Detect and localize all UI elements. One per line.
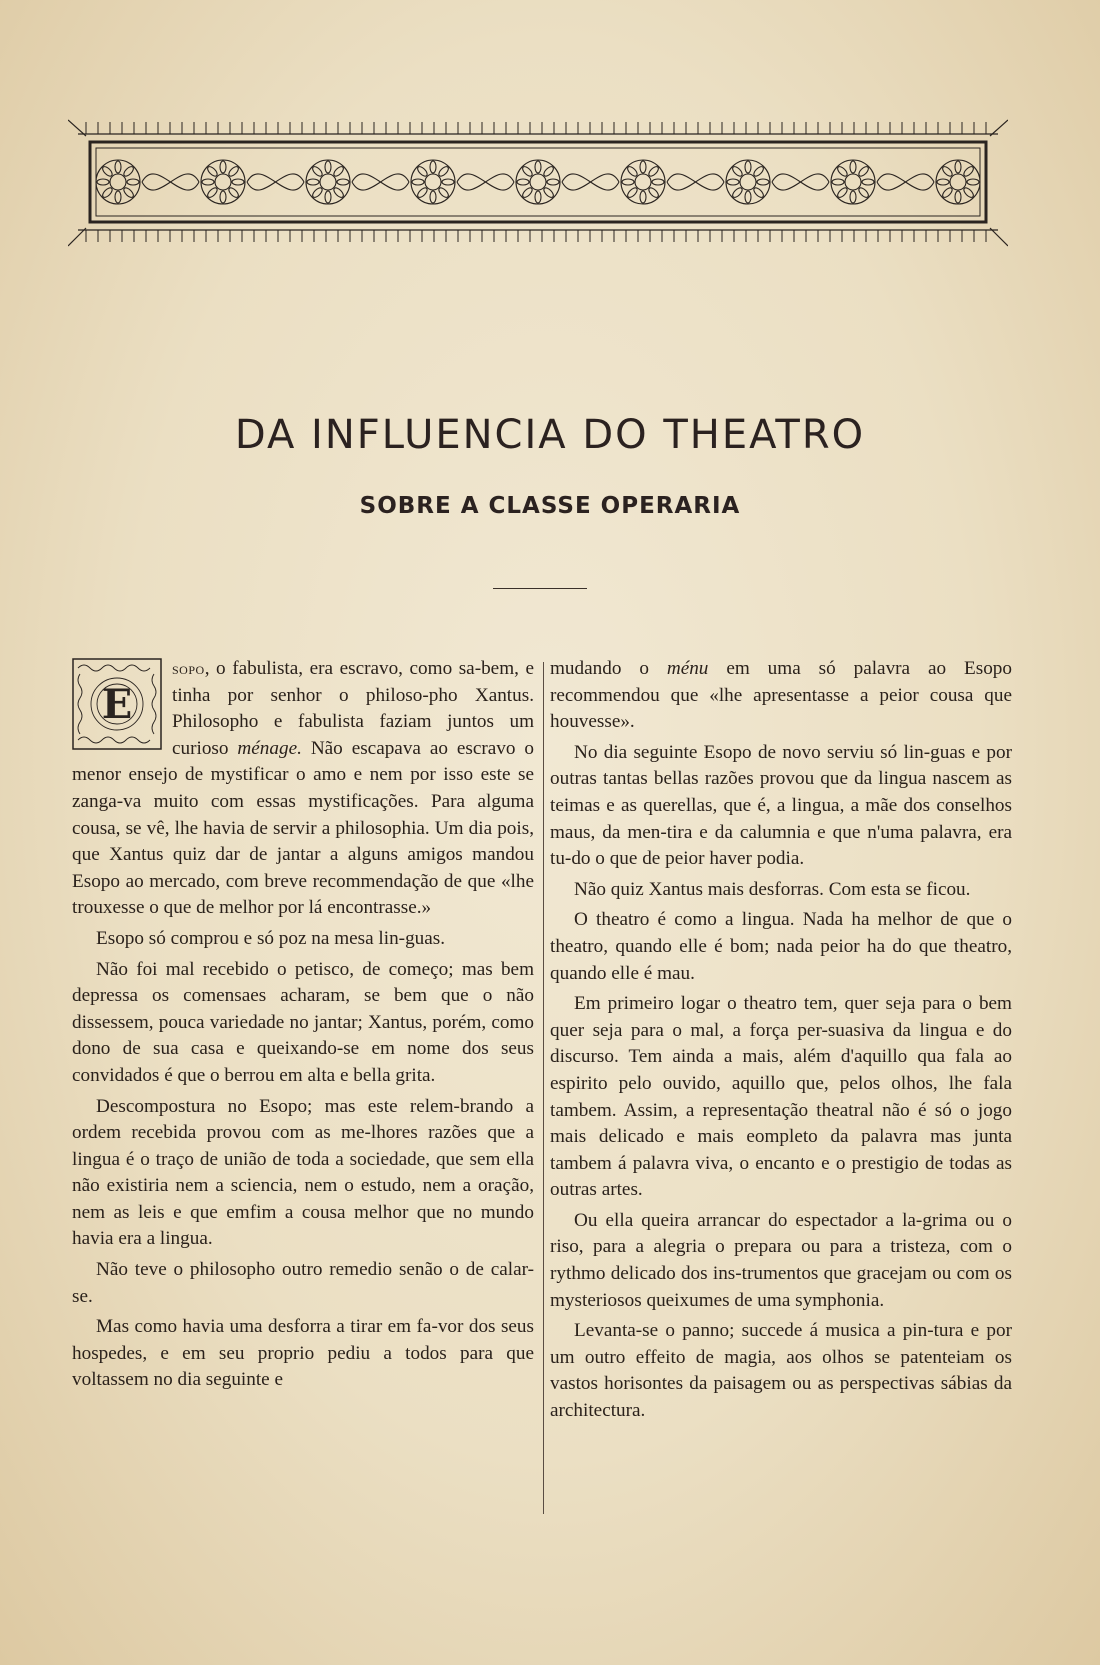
decorated-drop-cap [72,658,162,750]
paragraph: mudando o ménu em uma só palavra ao Esopo recommendou que «lhe apresentasse a peior cousa que houvesse». [550,658,1012,733]
article-title: DA INFLUENCIA DO THEATRO [234,412,866,458]
paragraph: Não teve o philosopho outro remedio senão o de calar-se. [72,1259,534,1307]
paragraph: Mas como havia uma desforra a tirar em fa-vor dos seus hospedes, e em seu proprio pediu a todos para que voltassem no dia seguinte e [72,1316,534,1391]
paragraph: E sopo, o fabulista, era escravo, como sa-bem, e tinha por senhor o philoso-pho Xantus. Philosopho e fabulista faziam juntos um curioso ménage. Não escapava ao escravo o menor ensejo de mystificar o amo e nem por isso este se zanga-va muito com essas mystificações. Para alguma cousa, se vê, lhe havia de servir a philosophia. Um dia pois, que Xantus quiz dar de jantar a alguns amigos mandou Esopo ao mercado, com breve recommendação de que «lhe trouxesse o que de melhor por lá encontrasse.» [72,658,534,919]
paragraph: Levanta-se o panno; succede á musica a pin-tura e por um outro effeito de magia, aos olhos se patenteiam os vastos horisontes da paisagem ou as perspectivas sábias da architectura. [550,1320,1012,1422]
paragraph: Esopo só comprou e só poz na mesa lin-guas. [96,927,446,949]
svg-text:E: E [101,681,133,728]
left-column [72,656,534,1398]
column-divider [543,662,544,1514]
paragraph: Não quiz Xantus mais desforras. Com esta se ficou. [574,878,971,900]
paragraph: Não foi mal recebido o petisco, de começo; mas bem depressa os comensaes acharam, se bem que o não dissessem, pouca variedade no jantar; Xantus, porém, como dono de sua casa e queixando-se em nome dos seus convidados é que o berrou em alta e bella grita. [72,958,534,1086]
paragraph: Descompostura no Esopo; mas este relem-brando a ordem recebida provou com as me-lhores razões que a lingua é o traço de união de toda a sociedade, que sem ella não existiria nem a sciencia, nem o estudo, nem a oração, nem as leis e que emfim a cousa melhor que no mundo havia era a lingua. [72,1095,534,1250]
title-divider [493,588,587,589]
paragraph: Ou ella queira arrancar do espectador a la-grima ou o riso, para a alegria o prepara ou para a tristeza, com o rythmo delicado dos ins-trumentos que gracejam ou com os mysteriosos queixumes de uma symphonia. [550,1209,1012,1311]
right-column [550,656,1012,1429]
paragraph: No dia seguinte Esopo de novo serviu só lin-guas e por outras tantas bellas razões provou que da lingua nascem as teimas e as querellas, que é, a lingua, a mãe dos conselhos maus, da men-tira e da calumnia e que n'uma palavra, era tu-do o que de peior haver podia. [550,741,1012,870]
ornamental-header-band [68,118,1008,248]
article-subtitle: SOBRE A CLASSE OPERARIA [359,493,741,519]
paragraph: Em primeiro logar o theatro tem, quer seja para o bem quer seja para o mal, a força per-suasiva da lingua e do discurso. Tem ainda a mais, além d'aquillo qua fala ao espirito pelo ouvido, aquillo que, pelos olhos, lhe fala tambem. Assim, a representação theatral não é só o jogo mais delicado e mais eompleto da palavra mas junta tambem á palavra viva, o encanto e o prestigio de todas as outras artes. [550,993,1012,1201]
paragraph: O theatro é como a lingua. Nada ha melhor de que o theatro, quando elle é bom; nada peior ha do que theatro, quando elle é mau. [550,909,1012,984]
opening-smallcaps: sopo [172,659,205,678]
